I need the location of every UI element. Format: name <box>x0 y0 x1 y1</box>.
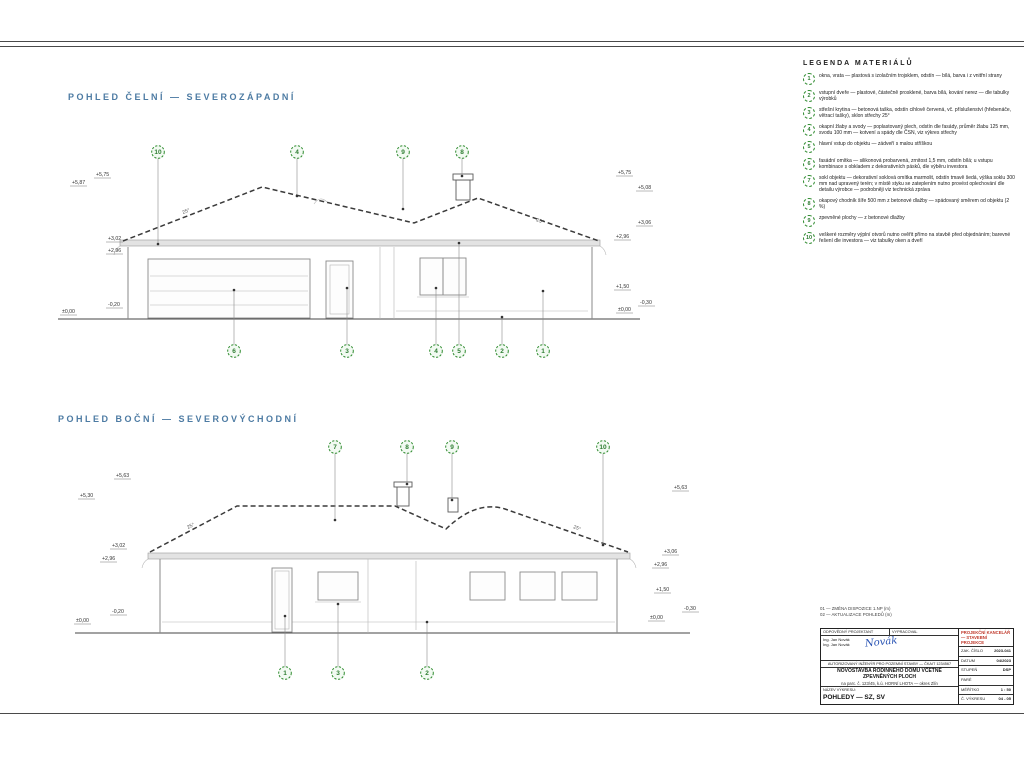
level-mark: +2,96 <box>654 562 668 568</box>
legend-item <box>803 107 1015 119</box>
slope-label: 25° <box>535 217 545 226</box>
legend-item-number: 3 <box>803 107 815 119</box>
legend-item-number: 7 <box>803 175 815 187</box>
callout-number: 1 <box>283 670 287 678</box>
callout-number: 3 <box>336 670 340 678</box>
callout-dot <box>458 242 461 245</box>
field-label: DATUM <box>961 657 975 663</box>
legend-item-text: okna, vrata — plastová s izolačním trojsklem, odstín — bílá, barva i z vnitřní strany <box>819 73 1002 79</box>
slope-label: 25° <box>181 207 191 216</box>
front-elevation-title: POHLED ČELNÍ — SEVEROZÁPADNÍ <box>68 92 296 102</box>
level-mark: ±0,00 <box>650 615 663 621</box>
callout-dot <box>402 208 405 211</box>
callout-number: 9 <box>450 444 454 452</box>
callout-dot <box>501 316 504 319</box>
drawing-name-area <box>821 687 958 704</box>
legend-item-text: sokl objektu — dekorativní soklová omítka marmolit, odstín tmavě šedá, výška soklu 300 mm nad upravený terén; v místě styku se zateplením nutno provést oplechování dle detailu výrobce — podrobněji viz technická zpráva <box>819 175 1015 193</box>
level-mark: +2,96 <box>616 234 630 240</box>
callout-number: 8 <box>460 149 464 157</box>
frame-bottom-line <box>0 713 1024 714</box>
title-block-row <box>959 695 1013 704</box>
roof-outline <box>123 187 599 241</box>
callout-dot <box>602 544 605 547</box>
revision-note: 02 — AKTUALIZACE POHLEDŮ (m) <box>820 611 892 617</box>
legend-item-text: střešní krytina — betonová taška, odstín cihlově červená, vč. příslušenství (hřebenáče, větrací tašky), sklon střechy 25° <box>819 107 1012 119</box>
callout-number: 1 <box>541 348 545 356</box>
legend-item <box>803 198 1015 210</box>
callout-dot <box>461 175 464 178</box>
field-label: PARÉ <box>961 677 972 683</box>
window <box>562 572 597 600</box>
company-subname: — STAVEBNÍ PROJEKCE <box>961 635 987 645</box>
field-label: STUPEŇ <box>961 667 978 673</box>
company-name: PROJEKČNÍ KANCELÁŘ <box>961 630 1011 635</box>
level-mark: +2,96 <box>108 248 122 254</box>
level-mark: +3,02 <box>108 236 122 242</box>
callout-number: 6 <box>232 348 236 356</box>
level-mark: +5,08 <box>638 185 652 191</box>
gutter-right <box>630 559 636 568</box>
callout-dot <box>284 615 287 618</box>
drawing-name: POHLEDY — SZ, SV <box>823 694 886 701</box>
level-mark: +2,96 <box>102 556 116 562</box>
project-title: NOVOSTAVBA RODINNÉHO DOMU VČETNĚ ZPEVNĚNÝCH PLOCH <box>837 668 942 680</box>
chimney-cap <box>453 174 473 180</box>
legend-item-number: 4 <box>803 124 815 136</box>
drawn-by-label: VYPRACOVAL <box>892 630 918 634</box>
level-mark: ±0,00 <box>76 618 89 624</box>
signature-area <box>821 636 958 661</box>
legend-item-text: vstupní dveře — plastové, částečně prosklené, barva bílá, kování nerez — dle tabulky výrobků <box>819 90 1010 102</box>
callout-dot <box>426 621 429 624</box>
legend-item-text: hlavní vstup do objektu — zádveří s malou stříškou <box>819 141 933 147</box>
field-value: 1 : 50 <box>1000 686 1011 692</box>
callout-dot <box>435 287 438 290</box>
callout-dot <box>406 483 409 486</box>
eaves-band <box>120 240 600 246</box>
field-label: ZAK. ČÍSLO <box>961 648 984 653</box>
legend-item <box>803 215 1015 227</box>
title-block-left <box>821 629 959 704</box>
handwritten-signature: Novák <box>864 635 898 650</box>
legend-item <box>803 232 1015 244</box>
project-title-area <box>821 668 958 687</box>
field-value: 04/2023 <box>996 657 1011 663</box>
company-stamp <box>959 629 1013 647</box>
level-mark: ±0,00 <box>62 309 75 315</box>
side-elevation-drawing <box>55 440 705 705</box>
legend-item-number: 10 <box>803 232 815 244</box>
slope-label: 25° <box>572 524 582 533</box>
level-mark: +5,75 <box>96 172 110 178</box>
callout-number: 2 <box>500 348 504 356</box>
title-block-row <box>959 676 1013 686</box>
gutter-left <box>142 559 148 568</box>
callout-number: 9 <box>401 149 405 157</box>
responsible-designer-label: ODPOVĚDNÝ PROJEKTANT <box>821 629 890 635</box>
legend-item-text: fasádní omítka — silikonová probarvená, zrnitost 1,5 mm, odstín bílá; u vstupu kombinace s obkladem z dekorativních pásků, dle výběru investora <box>819 158 993 170</box>
level-mark: +5,63 <box>116 473 130 479</box>
callout-dot <box>542 290 545 293</box>
level-mark: -0,30 <box>684 606 696 612</box>
gutter-right <box>600 246 606 255</box>
legend-item <box>803 90 1015 102</box>
level-mark: ±0,00 <box>618 307 631 313</box>
callout-dot <box>233 289 236 292</box>
callout-number: 4 <box>295 149 299 157</box>
callout-dot <box>337 603 340 606</box>
legend-item-number: 6 <box>803 158 815 170</box>
roof-outline <box>150 506 628 552</box>
callout-number: 2 <box>425 670 429 678</box>
level-mark: +5,75 <box>618 170 632 176</box>
callout-number: 7 <box>333 444 337 452</box>
legend-items <box>803 73 1015 244</box>
callout-number: 8 <box>405 444 409 452</box>
drawn-by-name: Ing. Jan Novák <box>823 642 850 647</box>
level-mark: -0,30 <box>640 300 652 306</box>
responsible-designer-name: Ing. Jan Novák <box>823 637 850 642</box>
field-value: 2023-041 <box>994 648 1011 653</box>
callout-dot <box>157 243 160 246</box>
revision-notes <box>820 606 892 617</box>
legend-item-number: 2 <box>803 90 815 102</box>
legend-item <box>803 175 1015 193</box>
level-mark: +3,02 <box>112 543 126 549</box>
authorization-band: AUTORIZOVANÝ INŽENÝR PRO POZEMNÍ STAVBY — ČKAIT 1234567 <box>821 661 958 668</box>
legend-item-text: zpevněné plochy — z betonové dlažby <box>819 215 905 221</box>
callout-number: 3 <box>345 348 349 356</box>
legend-item <box>803 124 1015 136</box>
level-mark: -0,20 <box>108 302 120 308</box>
legend-item-number: 5 <box>803 141 815 153</box>
legend-item-number: 8 <box>803 198 815 210</box>
front-elevation-drawing <box>50 135 650 375</box>
legend-item-number: 9 <box>803 215 815 227</box>
title-block-row <box>959 686 1013 696</box>
chimney <box>397 486 409 506</box>
window <box>318 572 358 600</box>
eaves-band <box>148 553 630 559</box>
level-mark: +5,63 <box>674 485 688 491</box>
slope-label: 25° <box>186 522 196 531</box>
title-block <box>820 628 1014 705</box>
frame-top-line-outer <box>0 41 1024 42</box>
garage-door <box>148 259 310 318</box>
title-block-row <box>959 647 1013 657</box>
legend-item-text: veškeré rozměry výplní otvorů nutno ověřit přímo na stavbě před objednáním; barevné řešení dle investora — viz tabulky oken a dveří <box>819 232 1011 244</box>
callout-number: 4 <box>434 348 438 356</box>
title-block-fields <box>959 647 1013 704</box>
callout-dot <box>451 499 454 502</box>
revision-note: 01 — ZMĚNA DISPOZICE 1.NP (m) <box>820 606 891 611</box>
callout-number: 10 <box>154 149 162 157</box>
field-label: MĚŘÍTKO <box>961 686 980 692</box>
legend-item-number: 1 <box>803 73 815 85</box>
callout-dot <box>296 195 299 198</box>
window <box>520 572 555 600</box>
level-mark: -0,20 <box>112 609 124 615</box>
drawing-name-label: NÁZEV VÝKRESU: <box>823 688 856 692</box>
callout-dot <box>334 519 337 522</box>
frame-top-line-inner <box>0 46 1024 47</box>
level-mark: +5,30 <box>80 493 94 499</box>
field-value: 04 - 05 <box>998 696 1011 702</box>
level-mark: +1,50 <box>616 284 630 290</box>
legend-item <box>803 141 1015 153</box>
callout-number: 5 <box>457 348 461 356</box>
callout-number: 10 <box>599 444 607 452</box>
project-location: na parc. č. 123/45, k.ú. HORNÍ LHOTA — okres Zlín <box>841 681 938 686</box>
callout-dot <box>346 287 349 290</box>
level-mark: +1,50 <box>656 587 670 593</box>
title-block-right <box>959 629 1013 704</box>
chimney <box>456 180 470 200</box>
field-value: DSP <box>1002 667 1011 673</box>
title-block-row <box>959 666 1013 676</box>
legend-title: LEGENDA MATERIÁLŮ <box>803 60 914 67</box>
legend-item-text: okapní žlaby a svody — poplastovaný plech, odstín dle fasády, průměr žlabu 125 mm, svodu 100 mm — kotvení a spády dle ČSN, viz výkres střechy <box>819 124 1010 136</box>
window <box>470 572 505 600</box>
side-elevation-title: POHLED BOČNÍ — SEVEROVÝCHODNÍ <box>58 414 299 424</box>
field-label: Č. VÝKRESU <box>961 696 986 702</box>
legend-item-text: okapový chodník šíře 500 mm z betonové dlažby — spádovaný směrem od objektu (2 %) <box>819 198 1010 210</box>
chimney-cap <box>394 482 412 487</box>
materials-legend <box>803 60 1015 249</box>
legend-item <box>803 158 1015 170</box>
title-block-row <box>959 657 1013 667</box>
level-mark: +3,06 <box>638 220 652 226</box>
level-mark: +5,87 <box>72 180 86 186</box>
level-mark: +3,06 <box>664 549 678 555</box>
legend-item <box>803 73 1015 85</box>
